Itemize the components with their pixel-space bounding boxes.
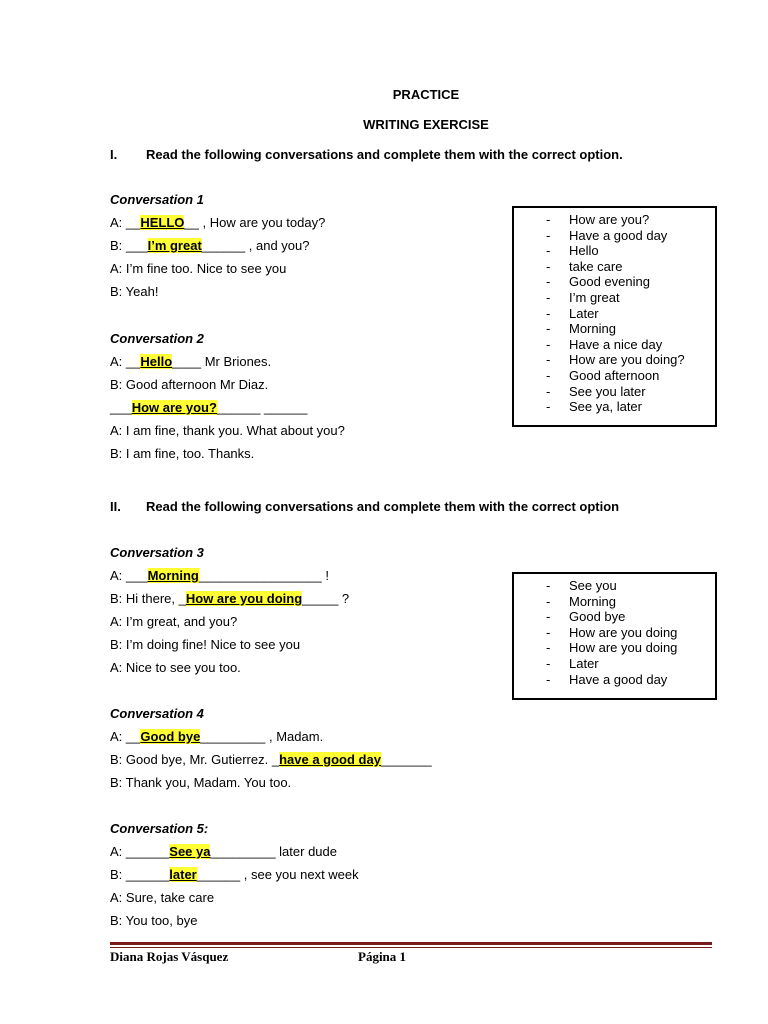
conv1-answer2: I’m great: [147, 238, 202, 253]
conv5-line4: B: You too, bye: [110, 913, 198, 928]
conv1-answer1: HELLO: [140, 215, 185, 230]
option-item: - Have a nice day: [546, 336, 663, 352]
conv5-line3: A: Sure, take care: [110, 890, 215, 905]
footer-rule-thin: [110, 947, 712, 948]
conv2-answer1: Hello: [140, 354, 173, 369]
section1-number: I.: [110, 147, 118, 162]
option-item: - Later: [546, 305, 599, 321]
conv1-line1: A: __HELLO__ , How are you today?: [110, 215, 326, 230]
conv3-answer2: How are you doing: [185, 591, 303, 606]
option-item: - Good bye: [546, 609, 626, 625]
conv4-line1: A: __Good bye_________ , Madam.: [110, 729, 324, 744]
option-item: - See you later: [546, 383, 646, 399]
conv4-title: Conversation 4: [110, 706, 204, 721]
options-list-1: [514, 212, 715, 415]
option-item: - Later: [546, 655, 599, 671]
conv2-line1: A: __Hello____ Mr Briones.: [110, 354, 272, 369]
conv1-title: Conversation 1: [110, 192, 204, 207]
option-item: - Good afternoon: [546, 367, 660, 383]
option-item: - Have a good day: [546, 227, 668, 243]
footer-author: Diana Rojas Vásquez: [110, 949, 229, 964]
options-box-2: [512, 572, 717, 700]
conv3-line1: A: ___Morning_________________ !: [110, 568, 329, 583]
conv2-line5: B: I am fine, too. Thanks.: [110, 446, 255, 461]
footer-page-number: Página 1: [358, 949, 407, 964]
conv1-line3: A: I’m fine too. Nice to see you: [110, 261, 287, 276]
conv2-line2: B: Good afternoon Mr Diaz.: [110, 377, 269, 392]
option-item: - Morning: [546, 321, 616, 337]
options-list-2: [514, 578, 715, 687]
section2-number: II.: [110, 499, 121, 514]
section2-instruction: Read the following conversations and complete them with the correct option: [146, 499, 620, 514]
option-item: - take care: [546, 258, 623, 274]
conv3-line4: B: I’m doing fine! Nice to see you: [110, 637, 301, 652]
option-item: - I’m great: [546, 289, 620, 305]
conv1-line4: B: Yeah!: [110, 284, 159, 299]
option-item: - How are you doing: [546, 640, 678, 656]
page-title: PRACTICE: [392, 87, 460, 102]
option-item: - See you: [546, 578, 617, 593]
conv5-line1: A: ______See ya_________ later dude: [110, 844, 337, 859]
options-box-1: [512, 206, 717, 427]
conv3-title: Conversation 3: [110, 545, 204, 560]
option-item: - Morning: [546, 593, 616, 609]
conv5-title: Conversation 5:: [110, 821, 209, 836]
conv4-answer1: Good bye: [140, 729, 201, 744]
conv2-answer2: How are you?: [131, 400, 217, 415]
conv4-line2: B: Good bye, Mr. Gutierrez. _have a good day_______: [110, 752, 432, 767]
option-item: - Have a good day: [546, 671, 668, 687]
conv3-line5: A: Nice to see you too.: [110, 660, 241, 675]
option-item: - How are you doing: [546, 624, 678, 640]
conv2-line4: A: I am fine, thank you. What about you?: [110, 423, 345, 438]
conv5-answer1: See ya: [169, 844, 211, 859]
option-item: - See ya, later: [546, 399, 642, 415]
conv4-answer2: have a good day: [279, 752, 381, 767]
conv4-line3: B: Thank you, Madam. You too.: [110, 775, 292, 790]
page-subtitle: WRITING EXERCISE: [363, 117, 489, 132]
conv3-line3: A: I’m great, and you?: [110, 614, 238, 629]
conv5-line2: B: ______later______ , see you next week: [110, 867, 359, 882]
option-item: - Hello: [546, 243, 599, 259]
option-item: - How are you doing?: [546, 352, 685, 368]
conv2-line3: ___How are you?______ ______: [110, 400, 308, 415]
conv5-answer2: later: [169, 867, 197, 882]
conv1-line2: B: ___I’m great______ , and you?: [110, 238, 310, 253]
conv3-line2: B: Hi there, _How are you doing_____ ?: [110, 591, 350, 606]
option-item: - How are you?: [546, 212, 650, 227]
section1-instruction: Read the following conversations and complete them with the correct option.: [146, 147, 623, 162]
conv2-title: Conversation 2: [110, 331, 204, 346]
option-item: - Good evening: [546, 274, 650, 290]
conv3-answer1: Morning: [147, 568, 199, 583]
footer-rule-thick: [110, 942, 712, 945]
